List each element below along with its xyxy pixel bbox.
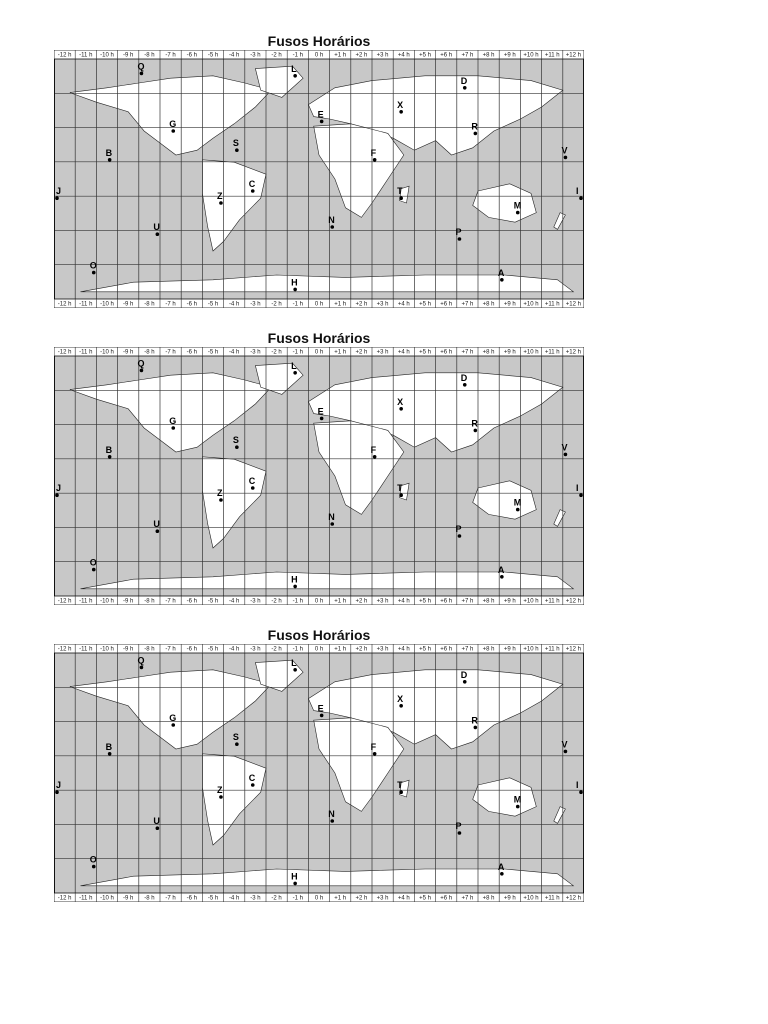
location-dot	[564, 750, 568, 754]
location-label: F	[370, 741, 377, 752]
zone-label: +5 h	[419, 301, 431, 308]
location-label: I	[576, 186, 579, 197]
location-dot	[579, 790, 583, 794]
zone-label: -6 h	[186, 895, 197, 902]
zone-label: +7 h	[461, 301, 474, 308]
zone-label: +6 h	[440, 349, 453, 356]
zone-label: +8 h	[482, 895, 495, 902]
location-dot	[219, 498, 223, 502]
zone-label: -5 h	[207, 598, 219, 605]
location-dot	[235, 742, 239, 746]
time-zone-map	[54, 347, 584, 605]
location-dot	[92, 568, 96, 572]
zone-label: +7 h	[461, 895, 474, 902]
zone-label: -2 h	[271, 52, 282, 59]
zone-label: +5 h	[419, 895, 431, 902]
zone-label: -3 h	[250, 646, 261, 653]
location-label: J	[56, 780, 62, 791]
zone-label: -7 h	[165, 646, 176, 653]
location-label: Q	[137, 358, 145, 369]
zone-label: -3 h	[250, 895, 261, 902]
zone-label: -8 h	[144, 349, 155, 356]
zone-label: -4 h	[229, 895, 240, 902]
location-label: U	[153, 222, 160, 233]
zone-label: -1 h	[292, 598, 303, 605]
location-dot	[140, 666, 144, 670]
zone-label: -12 h	[57, 301, 72, 308]
location-dot	[516, 805, 520, 809]
map-title: Fusos Horários	[267, 330, 371, 346]
map-panel-2	[54, 330, 584, 605]
zone-label: +1 h	[334, 349, 347, 356]
zone-label: -12 h	[57, 349, 72, 356]
location-label: V	[561, 145, 568, 156]
zone-label: -6 h	[186, 349, 197, 356]
location-label: J	[56, 483, 62, 494]
zone-label: +10 h	[523, 646, 539, 653]
location-label: N	[328, 809, 335, 819]
zone-label: +8 h	[482, 598, 495, 605]
location-dot	[108, 158, 112, 162]
zone-label: +1 h	[334, 895, 347, 902]
location-label: F	[370, 147, 377, 158]
zone-label: -5 h	[207, 349, 219, 356]
location-dot	[140, 72, 144, 76]
zone-label: -3 h	[250, 349, 261, 356]
location-label: R	[471, 418, 478, 429]
location-dot	[474, 726, 478, 730]
zone-label: +12 h	[565, 301, 581, 308]
zone-label: 0 h	[314, 52, 324, 59]
zone-label: -4 h	[229, 598, 240, 605]
zone-label: +2 h	[355, 895, 368, 902]
zone-label: -2 h	[271, 646, 282, 653]
location-label: N	[328, 215, 335, 225]
zone-label: -4 h	[229, 646, 240, 653]
location-label: C	[248, 179, 256, 189]
zone-label: +9 h	[503, 301, 516, 308]
zone-label: +2 h	[355, 301, 368, 308]
zone-label: +4 h	[397, 598, 410, 605]
zone-label: -10 h	[100, 349, 114, 356]
zone-label: -10 h	[100, 895, 114, 902]
zone-label: -12 h	[57, 646, 72, 653]
location-dot	[458, 237, 462, 241]
zone-label: +1 h	[334, 646, 347, 653]
zone-label: +11 h	[544, 349, 560, 356]
location-label: O	[89, 854, 97, 865]
zone-label: -1 h	[292, 895, 303, 902]
zone-label: -2 h	[271, 301, 282, 308]
zone-label: +1 h	[334, 52, 347, 59]
location-dot	[140, 369, 144, 373]
zone-label: +9 h	[503, 598, 516, 605]
zone-label: +6 h	[440, 598, 453, 605]
zone-label: -12 h	[57, 895, 72, 902]
location-label: Q	[137, 655, 145, 666]
zone-label: +6 h	[440, 301, 453, 308]
map-title: Fusos Horários	[267, 627, 371, 643]
location-dot	[251, 486, 255, 490]
location-dot	[320, 120, 324, 124]
location-dot	[458, 831, 462, 835]
location-dot	[55, 790, 59, 794]
zone-label: -4 h	[229, 301, 240, 308]
location-dot	[399, 704, 403, 708]
zone-label: 0 h	[314, 646, 324, 653]
zone-label: -10 h	[100, 52, 114, 59]
location-dot	[500, 575, 504, 579]
location-label: D	[460, 75, 468, 86]
zone-label: -8 h	[144, 52, 155, 59]
zone-label: +7 h	[461, 646, 474, 653]
location-dot	[463, 383, 467, 387]
location-dot	[373, 752, 377, 756]
location-dot	[399, 196, 403, 200]
zone-label: +4 h	[397, 349, 410, 356]
location-label: E	[317, 109, 324, 120]
location-dot	[293, 288, 297, 292]
location-dot	[293, 371, 297, 375]
location-dot	[373, 158, 377, 162]
location-label: L	[291, 657, 297, 668]
location-label: X	[397, 396, 404, 407]
location-label: C	[248, 476, 256, 486]
zone-label: +10 h	[523, 52, 539, 59]
location-dot	[399, 407, 403, 411]
map-title: Fusos Horários	[267, 33, 371, 49]
map-panel-3	[54, 627, 584, 902]
location-label: O	[89, 260, 97, 271]
zone-label: +12 h	[565, 598, 581, 605]
location-dot	[320, 714, 324, 718]
location-dot	[92, 865, 96, 869]
zone-label: -10 h	[100, 598, 114, 605]
zone-label: +5 h	[419, 646, 431, 653]
zone-label: -2 h	[271, 598, 282, 605]
location-dot	[500, 872, 504, 876]
location-label: Q	[137, 61, 145, 72]
zone-label: -11 h	[79, 895, 93, 902]
zone-label: 0 h	[314, 598, 324, 605]
location-label: Z	[216, 488, 223, 498]
location-label: B	[105, 147, 113, 158]
location-dot	[108, 455, 112, 459]
location-dot	[458, 534, 462, 538]
location-label: F	[370, 444, 377, 455]
zone-label: -10 h	[100, 301, 114, 308]
zone-label: +5 h	[419, 52, 431, 59]
zone-label: -8 h	[144, 895, 155, 902]
zone-label: -7 h	[165, 301, 176, 308]
location-dot	[156, 232, 160, 236]
zone-label: -11 h	[79, 349, 93, 356]
location-label: V	[561, 442, 568, 453]
location-label: X	[397, 99, 404, 110]
zone-label: +12 h	[565, 646, 581, 653]
map-panel-1	[54, 33, 584, 308]
zone-label: -7 h	[165, 895, 176, 902]
location-label: T	[397, 483, 403, 494]
zone-label: +12 h	[565, 52, 581, 59]
zone-label: -12 h	[57, 598, 72, 605]
location-label: G	[169, 416, 177, 426]
location-label: P	[455, 227, 462, 237]
zone-label: +3 h	[376, 598, 389, 605]
location-dot	[235, 148, 239, 152]
zone-label: +6 h	[440, 646, 453, 653]
location-dot	[156, 529, 160, 533]
zone-label: -1 h	[292, 349, 303, 356]
time-zone-map	[54, 50, 584, 308]
zone-label: +11 h	[544, 301, 560, 308]
location-label: T	[397, 780, 403, 791]
time-zone-map	[54, 644, 584, 902]
zone-label: +9 h	[503, 349, 516, 356]
location-label: G	[169, 713, 177, 723]
zone-label: -2 h	[271, 349, 282, 356]
location-dot	[293, 882, 297, 886]
zone-label: -5 h	[207, 895, 219, 902]
location-dot	[516, 508, 520, 512]
location-label: V	[561, 739, 568, 750]
zone-label: -8 h	[144, 301, 155, 308]
zone-label: -3 h	[250, 301, 261, 308]
zone-label: +10 h	[523, 895, 539, 902]
zone-label: -1 h	[292, 646, 303, 653]
zone-label: -3 h	[250, 598, 261, 605]
location-dot	[399, 790, 403, 794]
zone-label: +11 h	[544, 646, 560, 653]
location-label: B	[105, 741, 113, 752]
zone-label: -12 h	[57, 52, 72, 59]
zone-label: +7 h	[461, 598, 474, 605]
location-dot	[373, 455, 377, 459]
zone-label: -6 h	[186, 598, 197, 605]
location-dot	[330, 522, 334, 526]
zone-label: +5 h	[419, 598, 431, 605]
zone-label: +5 h	[419, 349, 431, 356]
location-label: P	[455, 821, 462, 831]
zone-label: -3 h	[250, 52, 261, 59]
zone-label: +1 h	[334, 598, 347, 605]
zone-label: 0 h	[314, 301, 324, 308]
zone-label: +2 h	[355, 52, 368, 59]
location-dot	[235, 445, 239, 449]
zone-label: -9 h	[123, 895, 134, 902]
location-dot	[55, 493, 59, 497]
zone-label: +1 h	[334, 301, 347, 308]
location-dot	[500, 278, 504, 282]
zone-label: -7 h	[165, 598, 176, 605]
zone-label: +3 h	[376, 52, 389, 59]
location-dot	[516, 211, 520, 215]
zone-label: -9 h	[123, 301, 134, 308]
zone-label: +10 h	[523, 349, 539, 356]
zone-label: +9 h	[503, 646, 516, 653]
zone-label: +3 h	[376, 301, 389, 308]
zone-label: -11 h	[79, 52, 93, 59]
location-dot	[108, 752, 112, 756]
zone-label: 0 h	[314, 895, 324, 902]
zone-label: +9 h	[503, 895, 516, 902]
location-label: L	[291, 63, 297, 74]
zone-label: -6 h	[186, 52, 197, 59]
location-label: T	[397, 186, 403, 197]
location-label: M	[513, 200, 522, 211]
location-dot	[92, 271, 96, 275]
location-dot	[171, 426, 175, 430]
location-dot	[463, 680, 467, 684]
zone-label: +6 h	[440, 52, 453, 59]
zone-label: +8 h	[482, 301, 495, 308]
location-label: M	[513, 497, 522, 508]
zone-label: -11 h	[79, 301, 93, 308]
zone-label: +11 h	[544, 52, 560, 59]
zone-label: -8 h	[144, 646, 155, 653]
location-label: S	[232, 732, 239, 743]
location-label: A	[497, 861, 505, 872]
zone-label: -4 h	[229, 349, 240, 356]
location-label: H	[291, 277, 298, 288]
location-dot	[171, 129, 175, 133]
zone-label: -9 h	[123, 349, 134, 356]
zone-label: +6 h	[440, 895, 453, 902]
zone-label: -7 h	[165, 52, 176, 59]
zone-label: +4 h	[397, 52, 410, 59]
zone-label: -1 h	[292, 301, 303, 308]
zone-label: +11 h	[544, 895, 560, 902]
location-label: P	[455, 524, 462, 534]
location-label: O	[89, 557, 97, 568]
location-dot	[171, 723, 175, 727]
zone-label: -9 h	[123, 598, 134, 605]
location-dot	[564, 453, 568, 457]
location-dot	[399, 493, 403, 497]
location-label: Z	[216, 191, 223, 201]
zone-label: +10 h	[523, 301, 539, 308]
zone-label: +8 h	[482, 646, 495, 653]
location-label: M	[513, 794, 522, 805]
location-label: R	[471, 121, 478, 132]
location-label: A	[497, 564, 505, 575]
location-label: C	[248, 773, 256, 783]
location-label: U	[153, 816, 160, 827]
location-label: B	[105, 444, 113, 455]
location-dot	[579, 196, 583, 200]
location-label: J	[56, 186, 62, 197]
zone-label: +8 h	[482, 52, 495, 59]
zone-label: +2 h	[355, 598, 368, 605]
zone-label: +12 h	[565, 895, 581, 902]
zone-label: +3 h	[376, 349, 389, 356]
zone-label: -9 h	[123, 52, 134, 59]
zone-label: -9 h	[123, 646, 134, 653]
zone-label: +8 h	[482, 349, 495, 356]
zone-label: -2 h	[271, 895, 282, 902]
location-dot	[474, 429, 478, 433]
zone-label: -11 h	[79, 646, 93, 653]
zone-label: +4 h	[397, 895, 410, 902]
zone-label: -5 h	[207, 646, 219, 653]
zone-label: -11 h	[79, 598, 93, 605]
zone-label: -10 h	[100, 646, 114, 653]
zone-label: +2 h	[355, 646, 368, 653]
location-label: D	[460, 372, 468, 383]
location-label: A	[497, 267, 505, 278]
location-dot	[156, 826, 160, 830]
zone-label: -4 h	[229, 52, 240, 59]
zone-label: +10 h	[523, 598, 539, 605]
location-dot	[330, 819, 334, 823]
location-dot	[251, 189, 255, 193]
zone-label: +9 h	[503, 52, 516, 59]
location-dot	[564, 156, 568, 160]
location-label: X	[397, 693, 404, 704]
zone-label: 0 h	[314, 349, 324, 356]
location-dot	[330, 225, 334, 229]
zone-label: -8 h	[144, 598, 155, 605]
location-label: Z	[216, 785, 223, 795]
location-label: H	[291, 574, 298, 585]
location-dot	[219, 201, 223, 205]
location-label: G	[169, 119, 177, 129]
location-dot	[474, 132, 478, 136]
zone-label: +3 h	[376, 646, 389, 653]
location-label: E	[317, 406, 324, 417]
location-dot	[320, 417, 324, 421]
location-dot	[219, 795, 223, 799]
zone-label: +7 h	[461, 52, 474, 59]
location-label: I	[576, 780, 579, 791]
zone-label: +4 h	[397, 301, 410, 308]
location-label: N	[328, 512, 335, 522]
location-label: H	[291, 871, 298, 882]
location-label: D	[460, 669, 468, 680]
location-dot	[293, 668, 297, 672]
location-dot	[293, 585, 297, 589]
location-label: S	[232, 138, 239, 149]
zone-label: -6 h	[186, 646, 197, 653]
location-dot	[293, 74, 297, 78]
location-label: S	[232, 435, 239, 446]
zone-label: +7 h	[461, 349, 474, 356]
zone-label: -7 h	[165, 349, 176, 356]
zone-label: +3 h	[376, 895, 389, 902]
location-label: U	[153, 519, 160, 530]
location-label: R	[471, 715, 478, 726]
zone-label: +4 h	[397, 646, 410, 653]
location-dot	[399, 110, 403, 114]
zone-label: -1 h	[292, 52, 303, 59]
location-label: I	[576, 483, 579, 494]
zone-label: +11 h	[544, 598, 560, 605]
zone-label: -5 h	[207, 52, 219, 59]
location-label: L	[291, 360, 297, 371]
location-dot	[463, 86, 467, 90]
location-dot	[55, 196, 59, 200]
location-dot	[579, 493, 583, 497]
zone-label: +12 h	[565, 349, 581, 356]
zone-label: -5 h	[207, 301, 219, 308]
zone-label: +2 h	[355, 349, 368, 356]
location-dot	[251, 783, 255, 787]
zone-label: -6 h	[186, 301, 197, 308]
location-label: E	[317, 703, 324, 714]
